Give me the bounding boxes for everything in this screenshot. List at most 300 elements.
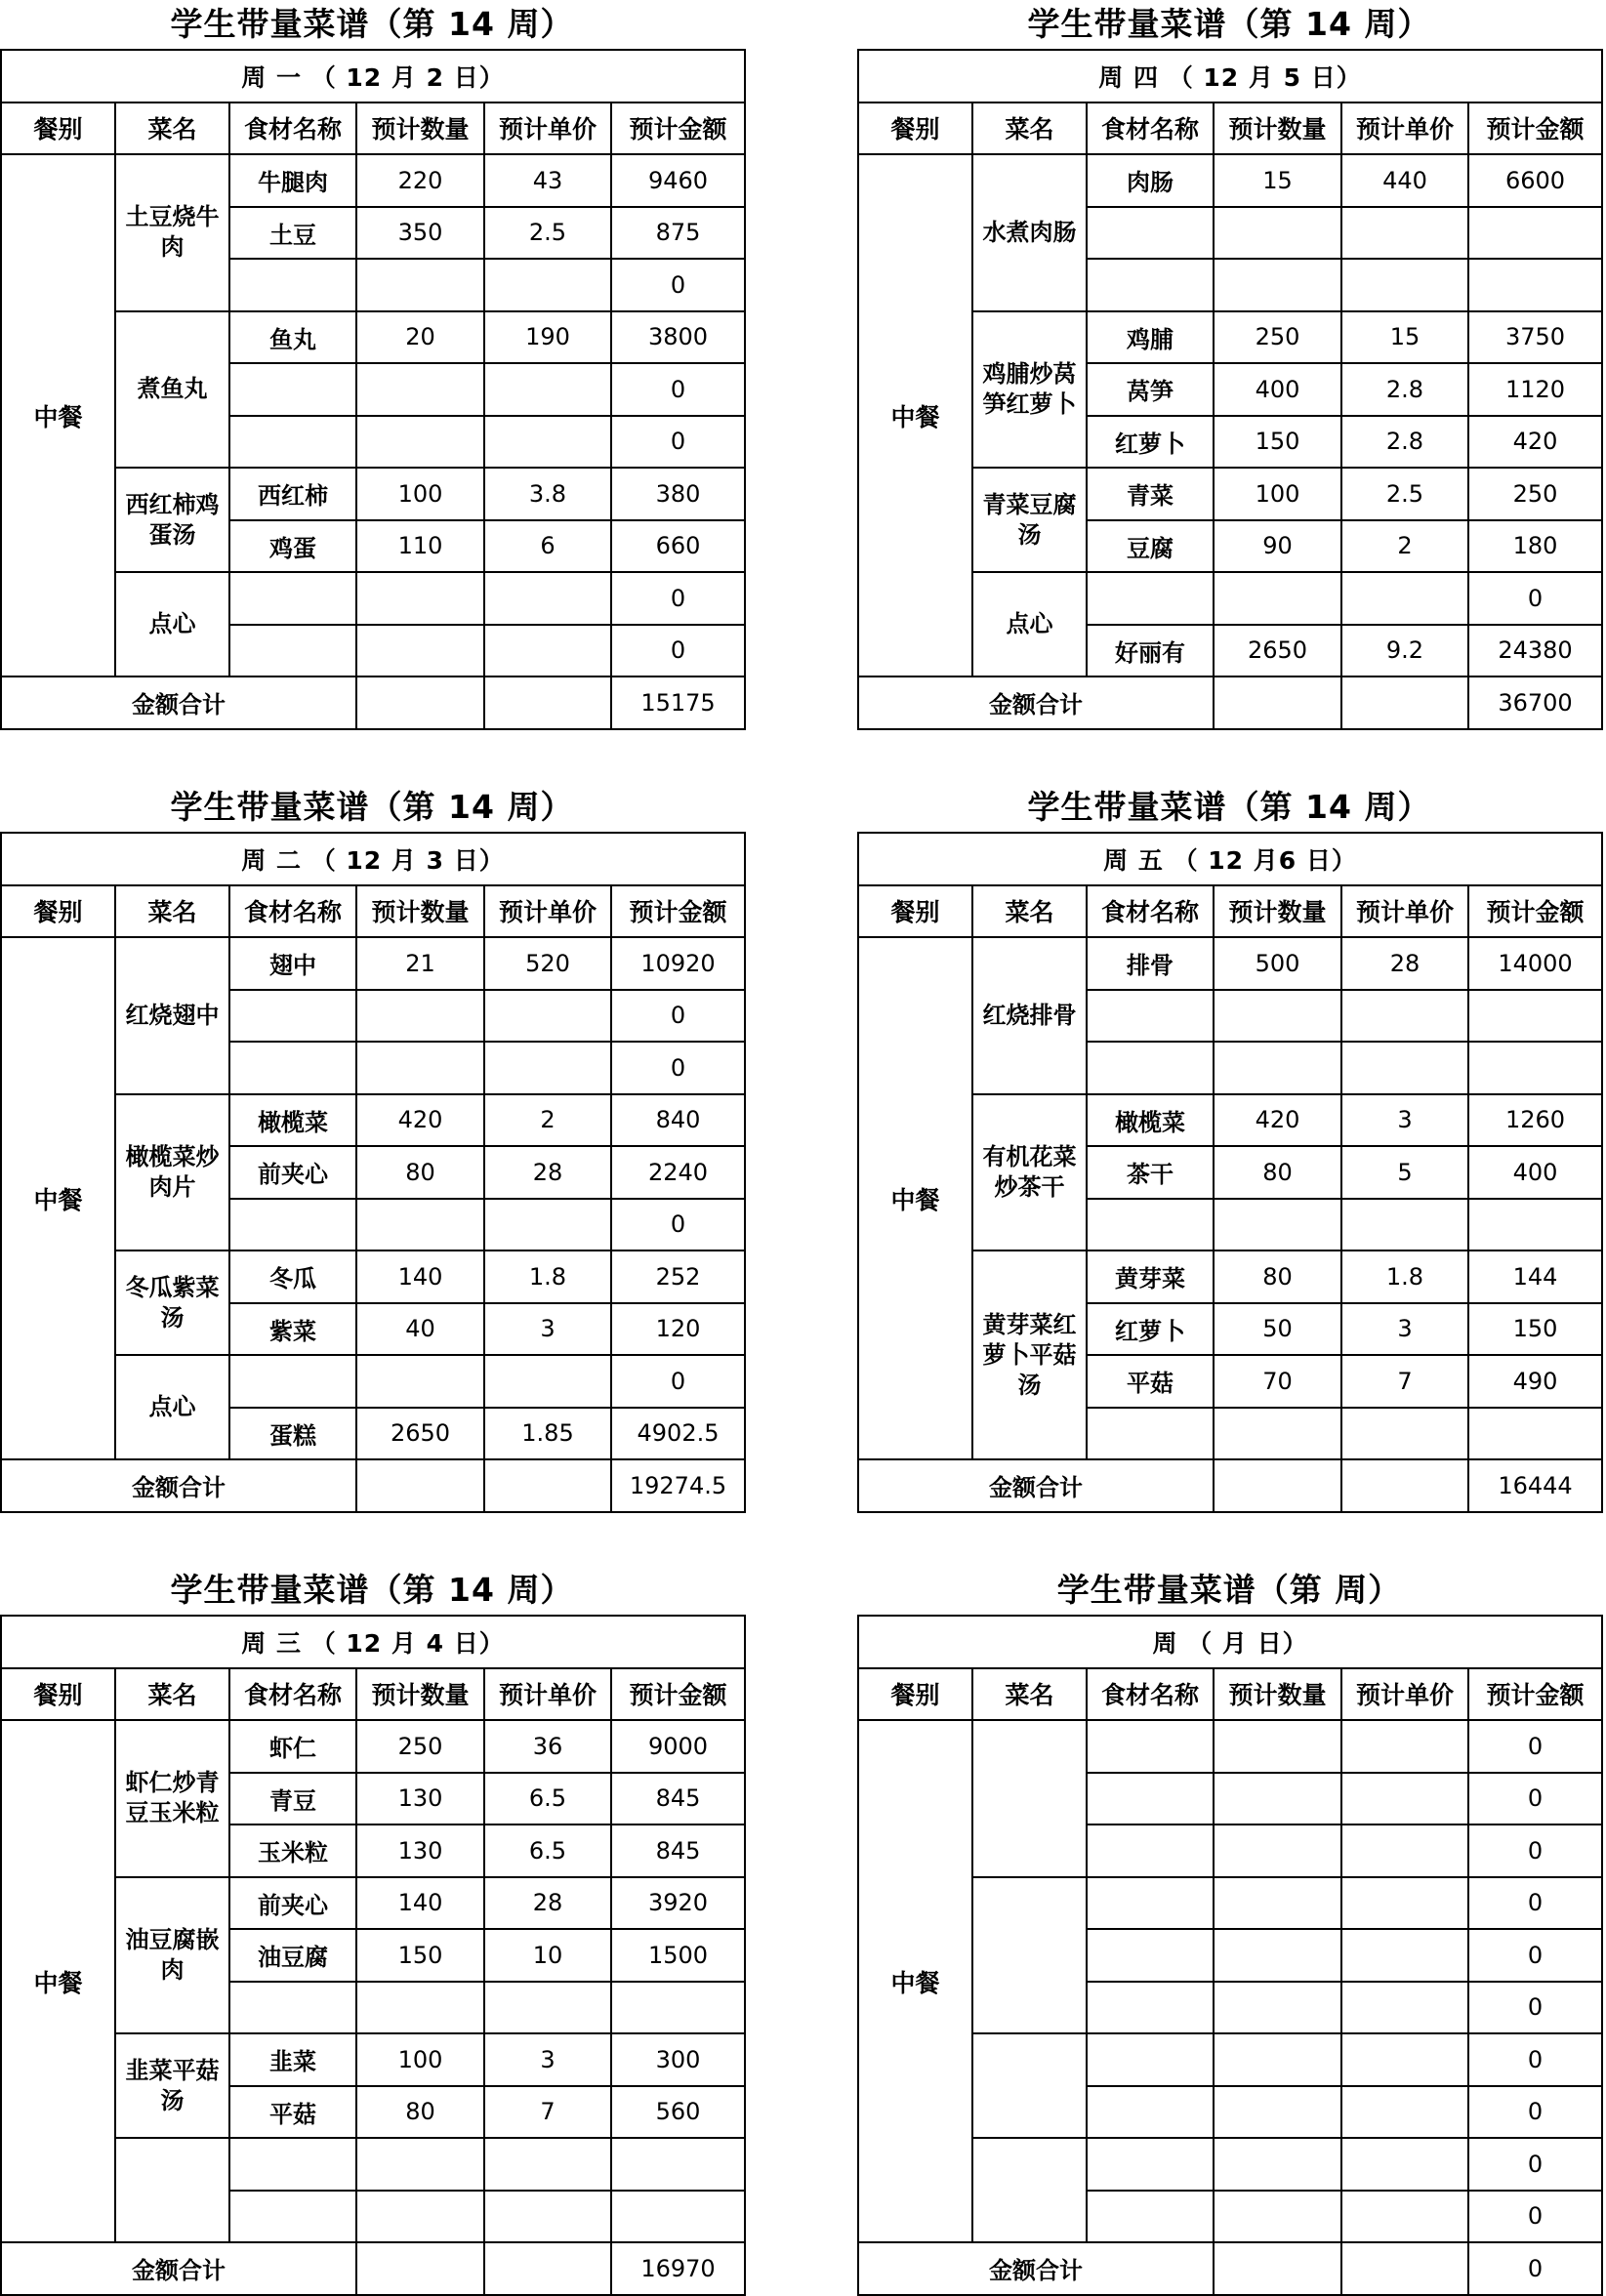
- unit-price-cell: [1341, 1773, 1468, 1825]
- ingredient-cell: 蛋糕: [229, 1408, 356, 1460]
- unit-price-cell: 36: [484, 1720, 611, 1773]
- unit-price-cell: [484, 572, 611, 625]
- unit-price-cell: 2: [1341, 520, 1468, 573]
- column-header: 预计单价: [1341, 885, 1468, 938]
- amount-cell: 300: [611, 2033, 745, 2086]
- ingredient-cell: [1087, 259, 1214, 311]
- amount-cell: 250: [1468, 468, 1602, 520]
- amount-cell: [1468, 207, 1602, 260]
- quantity-cell: 80: [1214, 1146, 1341, 1199]
- total-empty-cell: [356, 2242, 484, 2295]
- amount-cell: 420: [1468, 416, 1602, 469]
- ingredient-cell: 冬瓜: [229, 1250, 356, 1303]
- amount-cell: 840: [611, 1094, 745, 1147]
- menu-block-blank: [857, 1566, 1601, 2296]
- menu-title: 学生带量菜谱（第 14 周）: [1027, 788, 1431, 826]
- amount-cell: 2240: [611, 1146, 745, 1199]
- total-label: 金额合计: [858, 2242, 1214, 2295]
- unit-price-cell: [484, 1355, 611, 1408]
- amount-cell: 380: [611, 468, 745, 520]
- column-header: 预计数量: [356, 1668, 484, 1721]
- quantity-cell: 250: [1214, 311, 1341, 364]
- total-empty-cell: [1214, 676, 1341, 729]
- unit-price-cell: [1341, 1199, 1468, 1251]
- unit-price-cell: [1341, 207, 1468, 260]
- total-empty-cell: [1214, 1459, 1341, 1512]
- column-header: 食材名称: [229, 102, 356, 155]
- menu-title: 学生带量菜谱（第 14 周）: [170, 5, 574, 43]
- meal-cell: 中餐: [858, 937, 972, 1459]
- quantity-cell: 90: [1214, 520, 1341, 573]
- ingredient-cell: [1087, 1199, 1214, 1251]
- ingredient-cell: 橄榄菜: [1087, 1094, 1214, 1147]
- quantity-cell: [1214, 572, 1341, 625]
- quantity-cell: [1214, 1042, 1341, 1094]
- ingredient-cell: 鸡蛋: [229, 520, 356, 573]
- dish-name: 韭菜平菇汤: [115, 2033, 229, 2138]
- dish-name: [972, 1720, 1087, 1877]
- meal-cell: 中餐: [858, 1720, 972, 2242]
- unit-price-cell: [484, 625, 611, 677]
- table-row: [858, 1720, 1602, 1773]
- dish-name: 西红柿鸡蛋汤: [115, 468, 229, 572]
- amount-cell: [611, 2191, 745, 2243]
- day-line: 周 二 （ 12 月 3 日）: [1, 833, 745, 885]
- amount-cell: 0: [1468, 2033, 1602, 2086]
- dish-name: 虾仁炒青豆玉米粒: [115, 1720, 229, 1877]
- ingredient-cell: 莴笋: [1087, 363, 1214, 416]
- ingredient-cell: 虾仁: [229, 1720, 356, 1773]
- menu-table: [857, 832, 1603, 1513]
- total-label: 金额合计: [1, 2242, 356, 2295]
- day-row: [1, 50, 745, 102]
- total-empty-cell: [1341, 676, 1468, 729]
- quantity-cell: 21: [356, 937, 484, 990]
- column-header: 预计金额: [1468, 102, 1602, 155]
- quantity-cell: 70: [1214, 1355, 1341, 1408]
- dish-name: [972, 2033, 1087, 2138]
- unit-price-cell: [484, 363, 611, 416]
- day-line: 周 五 （ 12 月6 日）: [858, 833, 1602, 885]
- ingredient-cell: [1087, 1408, 1214, 1460]
- column-header: 预计单价: [484, 102, 611, 155]
- total-row: [858, 2242, 1602, 2295]
- quantity-cell: [1214, 2138, 1341, 2191]
- total-row: [1, 2242, 745, 2295]
- quantity-cell: 100: [356, 2033, 484, 2086]
- menu-table: [0, 1615, 746, 2296]
- quantity-cell: [1214, 1199, 1341, 1251]
- unit-price-cell: [484, 259, 611, 311]
- dish-name: 冬瓜紫菜汤: [115, 1250, 229, 1355]
- menu-block-mon: [0, 0, 744, 730]
- total-empty-cell: [1341, 2242, 1468, 2295]
- unit-price-cell: [1341, 1929, 1468, 1982]
- day-row: [1, 833, 745, 885]
- total-row: [1, 676, 745, 729]
- total-label: 金额合计: [858, 676, 1214, 729]
- ingredient-cell: 橄榄菜: [229, 1094, 356, 1147]
- column-header: 餐别: [858, 1668, 972, 1721]
- amount-cell: 0: [611, 1199, 745, 1251]
- unit-price-cell: 520: [484, 937, 611, 990]
- menu-table: [857, 1615, 1603, 2296]
- day-line: 周 四 （ 12 月 5 日）: [858, 50, 1602, 102]
- amount-cell: 10920: [611, 937, 745, 990]
- amount-cell: 400: [1468, 1146, 1602, 1199]
- menu-block-fri: [857, 783, 1601, 1513]
- quantity-cell: 140: [356, 1250, 484, 1303]
- ingredient-cell: 红萝卜: [1087, 416, 1214, 469]
- dish-name: [972, 2138, 1087, 2242]
- unit-price-cell: 1.8: [484, 1250, 611, 1303]
- quantity-cell: 140: [356, 1877, 484, 1930]
- unit-price-cell: 3: [1341, 1303, 1468, 1356]
- menu-table: [0, 49, 746, 730]
- amount-cell: 0: [611, 363, 745, 416]
- dish-name: 油豆腐嵌肉: [115, 1877, 229, 2034]
- header-row: [1, 102, 745, 155]
- column-header: 预计数量: [1214, 885, 1341, 938]
- meal-cell: 中餐: [858, 154, 972, 676]
- ingredient-cell: 前夹心: [229, 1877, 356, 1930]
- quantity-cell: 220: [356, 154, 484, 207]
- amount-cell: 0: [1468, 1877, 1602, 1930]
- ingredient-cell: [229, 572, 356, 625]
- quantity-cell: 250: [356, 1720, 484, 1773]
- quantity-cell: 130: [356, 1824, 484, 1877]
- unit-price-cell: 2.8: [1341, 416, 1468, 469]
- header-row: [1, 1668, 745, 1721]
- day-line: 周 一 （ 12 月 2 日）: [1, 50, 745, 102]
- total-label: 金额合计: [1, 1459, 356, 1512]
- quantity-cell: [356, 2138, 484, 2191]
- unit-price-cell: [1341, 2138, 1468, 2191]
- total-amount: 16970: [611, 2242, 745, 2295]
- unit-price-cell: 1.85: [484, 1408, 611, 1460]
- ingredient-cell: [1087, 990, 1214, 1043]
- dish-name: 点心: [115, 572, 229, 676]
- unit-price-cell: [1341, 2086, 1468, 2139]
- unit-price-cell: [1341, 1877, 1468, 1930]
- day-row: [858, 50, 1602, 102]
- ingredient-cell: [1087, 2033, 1214, 2086]
- amount-cell: 0: [1468, 572, 1602, 625]
- unit-price-cell: [484, 2191, 611, 2243]
- ingredient-cell: [229, 2138, 356, 2191]
- dish-name: 红烧翅中: [115, 937, 229, 1094]
- menu-block-wed: [0, 1566, 744, 2296]
- unit-price-cell: 43: [484, 154, 611, 207]
- total-empty-cell: [356, 676, 484, 729]
- day-row: [1, 1616, 745, 1668]
- ingredient-cell: 豆腐: [1087, 520, 1214, 573]
- unit-price-cell: 28: [1341, 937, 1468, 990]
- amount-cell: 0: [1468, 2191, 1602, 2243]
- ingredient-cell: 茶干: [1087, 1146, 1214, 1199]
- amount-cell: 0: [1468, 2086, 1602, 2139]
- ingredient-cell: [1087, 1773, 1214, 1825]
- quantity-cell: 130: [356, 1773, 484, 1825]
- ingredient-cell: [1087, 1929, 1214, 1982]
- ingredient-cell: [229, 1042, 356, 1094]
- total-amount: 36700: [1468, 676, 1602, 729]
- unit-price-cell: [1341, 1982, 1468, 2034]
- unit-price-cell: [1341, 1408, 1468, 1460]
- amount-cell: 1120: [1468, 363, 1602, 416]
- amount-cell: [1468, 990, 1602, 1043]
- column-header: 餐别: [1, 885, 115, 938]
- column-header: 预计金额: [611, 102, 745, 155]
- column-header: 菜名: [115, 885, 229, 938]
- dish-name: [972, 1877, 1087, 2034]
- quantity-cell: 20: [356, 311, 484, 364]
- column-header: 预计金额: [611, 885, 745, 938]
- unit-price-cell: 28: [484, 1146, 611, 1199]
- amount-cell: 252: [611, 1250, 745, 1303]
- ingredient-cell: [229, 2191, 356, 2243]
- quantity-cell: [1214, 2033, 1341, 2086]
- quantity-cell: 80: [356, 1146, 484, 1199]
- amount-cell: 0: [611, 1042, 745, 1094]
- amount-cell: 0: [1468, 1720, 1602, 1773]
- quantity-cell: 500: [1214, 937, 1341, 990]
- amount-cell: 3750: [1468, 311, 1602, 364]
- amount-cell: 3920: [611, 1877, 745, 1930]
- ingredient-cell: 青菜: [1087, 468, 1214, 520]
- table-row: [858, 937, 1602, 990]
- unit-price-cell: 440: [1341, 154, 1468, 207]
- quantity-cell: 15: [1214, 154, 1341, 207]
- amount-cell: [1468, 259, 1602, 311]
- unit-price-cell: [1341, 259, 1468, 311]
- ingredient-cell: 红萝卜: [1087, 1303, 1214, 1356]
- total-amount: 16444: [1468, 1459, 1602, 1512]
- unit-price-cell: 6.5: [484, 1824, 611, 1877]
- ingredient-cell: 油豆腐: [229, 1929, 356, 1982]
- dish-name: 点心: [115, 1355, 229, 1459]
- unit-price-cell: 7: [484, 2086, 611, 2139]
- quantity-cell: 100: [356, 468, 484, 520]
- menu-block-thu: [857, 0, 1601, 730]
- amount-cell: 9460: [611, 154, 745, 207]
- quantity-cell: 40: [356, 1303, 484, 1356]
- ingredient-cell: 鸡脯: [1087, 311, 1214, 364]
- ingredient-cell: 平菇: [229, 2086, 356, 2139]
- header-row: [858, 1668, 1602, 1721]
- amount-cell: [611, 2138, 745, 2191]
- ingredient-cell: [1087, 207, 1214, 260]
- quantity-cell: 400: [1214, 363, 1341, 416]
- column-header: 预计数量: [356, 102, 484, 155]
- quantity-cell: 80: [356, 2086, 484, 2139]
- dish-name: 橄榄菜炒肉片: [115, 1094, 229, 1251]
- ingredient-cell: [229, 625, 356, 677]
- amount-cell: 144: [1468, 1250, 1602, 1303]
- amount-cell: 0: [611, 416, 745, 469]
- column-header: 菜名: [972, 102, 1087, 155]
- quantity-cell: [356, 259, 484, 311]
- total-empty-cell: [484, 1459, 611, 1512]
- quantity-cell: [1214, 1929, 1341, 1982]
- total-empty-cell: [356, 1459, 484, 1512]
- amount-cell: 0: [1468, 1982, 1602, 2034]
- unit-price-cell: [1341, 1824, 1468, 1877]
- meal-cell: 中餐: [1, 1720, 115, 2242]
- total-amount: 0: [1468, 2242, 1602, 2295]
- dish-name: 红烧排骨: [972, 937, 1087, 1094]
- column-header: 预计单价: [1341, 102, 1468, 155]
- amount-cell: 150: [1468, 1303, 1602, 1356]
- meal-cell: 中餐: [1, 937, 115, 1459]
- column-header: 预计单价: [484, 885, 611, 938]
- day-line: 周 三 （ 12 月 4 日）: [1, 1616, 745, 1668]
- dish-name: [115, 2138, 229, 2242]
- quantity-cell: 150: [356, 1929, 484, 1982]
- amount-cell: [1468, 1042, 1602, 1094]
- amount-cell: 0: [611, 1355, 745, 1408]
- amount-cell: 1500: [611, 1929, 745, 1982]
- quantity-cell: [356, 416, 484, 469]
- amount-cell: 0: [611, 625, 745, 677]
- amount-cell: 9000: [611, 1720, 745, 1773]
- dish-name: 黄芽菜红萝卜平菇汤: [972, 1250, 1087, 1459]
- header-row: [1, 885, 745, 938]
- menu-title: 学生带量菜谱（第 14 周）: [1027, 5, 1431, 43]
- unit-price-cell: 15: [1341, 311, 1468, 364]
- table-row: [1, 154, 745, 207]
- quantity-cell: [356, 1982, 484, 2034]
- dish-name: 土豆烧牛肉: [115, 154, 229, 311]
- amount-cell: [1468, 1408, 1602, 1460]
- ingredient-cell: 前夹心: [229, 1146, 356, 1199]
- dish-name: 鸡脯炒莴笋红萝卜: [972, 311, 1087, 469]
- quantity-cell: 100: [1214, 468, 1341, 520]
- column-header: 预计单价: [1341, 1668, 1468, 1721]
- total-row: [1, 1459, 745, 1512]
- unit-price-cell: [1341, 2033, 1468, 2086]
- ingredient-cell: 韭菜: [229, 2033, 356, 2086]
- column-header: 食材名称: [1087, 102, 1214, 155]
- quantity-cell: [1214, 2191, 1341, 2243]
- ingredient-cell: 紫菜: [229, 1303, 356, 1356]
- dish-name: 青菜豆腐汤: [972, 468, 1087, 572]
- unit-price-cell: 3.8: [484, 468, 611, 520]
- unit-price-cell: [484, 1199, 611, 1251]
- menu-title: 学生带量菜谱（第 周）: [1056, 1571, 1402, 1609]
- quantity-cell: [356, 1355, 484, 1408]
- menu-table: [0, 832, 746, 1513]
- ingredient-cell: 翅中: [229, 937, 356, 990]
- quantity-cell: [1214, 207, 1341, 260]
- amount-cell: 4902.5: [611, 1408, 745, 1460]
- column-header: 餐别: [1, 1668, 115, 1721]
- amount-cell: 0: [611, 259, 745, 311]
- quantity-cell: 2650: [356, 1408, 484, 1460]
- amount-cell: 0: [611, 990, 745, 1043]
- column-header: 餐别: [858, 885, 972, 938]
- total-empty-cell: [1341, 1459, 1468, 1512]
- ingredient-cell: [1087, 2191, 1214, 2243]
- unit-price-cell: [1341, 1720, 1468, 1773]
- amount-cell: 0: [611, 572, 745, 625]
- quantity-cell: [356, 1199, 484, 1251]
- header-row: [858, 102, 1602, 155]
- ingredient-cell: [1087, 1824, 1214, 1877]
- amount-cell: 660: [611, 520, 745, 573]
- ingredient-cell: [1087, 1877, 1214, 1930]
- quantity-cell: [1214, 259, 1341, 311]
- column-header: 菜名: [972, 885, 1087, 938]
- ingredient-cell: [229, 259, 356, 311]
- total-row: [858, 676, 1602, 729]
- unit-price-cell: 2.5: [1341, 468, 1468, 520]
- dish-name: 点心: [972, 572, 1087, 676]
- ingredient-cell: [229, 1199, 356, 1251]
- meal-cell: 中餐: [1, 154, 115, 676]
- amount-cell: 120: [611, 1303, 745, 1356]
- unit-price-cell: 2.8: [1341, 363, 1468, 416]
- unit-price-cell: [1341, 2191, 1468, 2243]
- unit-price-cell: [484, 990, 611, 1043]
- unit-price-cell: 6.5: [484, 1773, 611, 1825]
- total-label: 金额合计: [858, 1459, 1214, 1512]
- total-amount: 19274.5: [611, 1459, 745, 1512]
- amount-cell: 0: [1468, 1929, 1602, 1982]
- ingredient-cell: [1087, 2138, 1214, 2191]
- ingredient-cell: [1087, 1982, 1214, 2034]
- ingredient-cell: 青豆: [229, 1773, 356, 1825]
- ingredient-cell: [229, 416, 356, 469]
- header-row: [858, 885, 1602, 938]
- total-label: 金额合计: [1, 676, 356, 729]
- amount-cell: 14000: [1468, 937, 1602, 990]
- unit-price-cell: 190: [484, 311, 611, 364]
- unit-price-cell: [484, 416, 611, 469]
- total-empty-cell: [484, 2242, 611, 2295]
- quantity-cell: [1214, 1773, 1341, 1825]
- quantity-cell: 110: [356, 520, 484, 573]
- total-row: [858, 1459, 1602, 1512]
- ingredient-cell: 黄芽菜: [1087, 1250, 1214, 1303]
- amount-cell: 6600: [1468, 154, 1602, 207]
- unit-price-cell: 7: [1341, 1355, 1468, 1408]
- column-header: 预计数量: [1214, 1668, 1341, 1721]
- quantity-cell: [1214, 2086, 1341, 2139]
- amount-cell: 180: [1468, 520, 1602, 573]
- quantity-cell: [356, 1042, 484, 1094]
- unit-price-cell: [484, 1042, 611, 1094]
- menu-title: 学生带量菜谱（第 14 周）: [170, 788, 574, 826]
- unit-price-cell: 5: [1341, 1146, 1468, 1199]
- amount-cell: 1260: [1468, 1094, 1602, 1147]
- quantity-cell: 50: [1214, 1303, 1341, 1356]
- quantity-cell: [1214, 1877, 1341, 1930]
- unit-price-cell: [1341, 572, 1468, 625]
- column-header: 餐别: [858, 102, 972, 155]
- column-header: 菜名: [115, 1668, 229, 1721]
- column-header: 预计金额: [611, 1668, 745, 1721]
- unit-price-cell: [484, 1982, 611, 2034]
- table-row: [1, 1720, 745, 1773]
- amount-cell: 845: [611, 1773, 745, 1825]
- unit-price-cell: [1341, 990, 1468, 1043]
- unit-price-cell: 3: [484, 1303, 611, 1356]
- quantity-cell: 420: [1214, 1094, 1341, 1147]
- total-empty-cell: [1214, 2242, 1341, 2295]
- quantity-cell: 80: [1214, 1250, 1341, 1303]
- unit-price-cell: 1.8: [1341, 1250, 1468, 1303]
